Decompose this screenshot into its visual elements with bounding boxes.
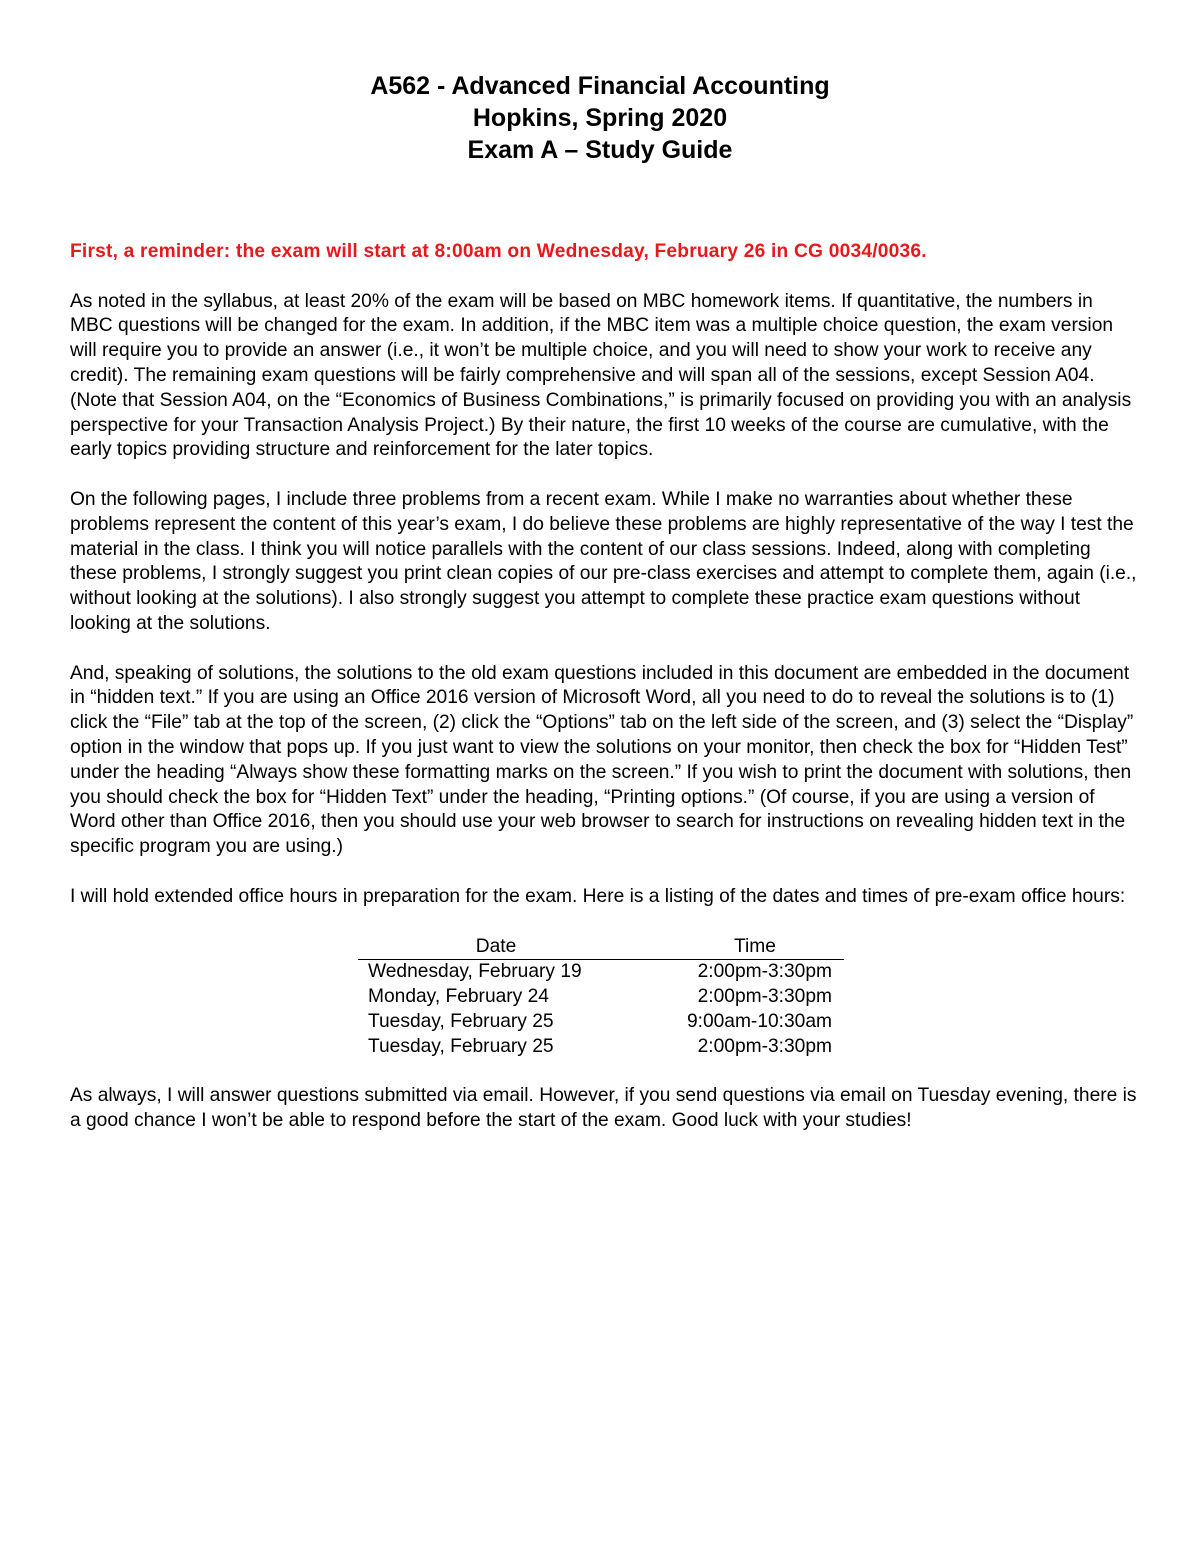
table-row <box>358 1010 844 1035</box>
date-cell: Tuesday, February 25 <box>368 1035 554 1057</box>
document-header <box>0 70 1200 166</box>
time-cell: 2:00pm-3:30pm <box>697 1035 832 1057</box>
date-column-header: Date <box>475 936 517 958</box>
course-title: A562 - Advanced Financial Accounting <box>370 72 830 100</box>
date-cell: Tuesday, February 25 <box>368 1010 554 1032</box>
practice-paragraph: On the following pages, I include three problems from a recent exam. While I make no warranties about whether these problems represent the content of this year’s exam, I do believe these problems are highly representative of the way I test the material in the class. I think you will notice parallels with the content of our class sessions. Indeed, along with completing these problems, I strongly suggest you print clean copies of our pre-class exercises and attempt to complete them, again (i.e., without looking at the solutions). I also strongly suggest you attempt to complete these practice exam questions without looking at the solutions. <box>70 488 1137 634</box>
table-row <box>358 1035 844 1060</box>
table-header-row <box>358 934 844 960</box>
exam-title: Exam A – Study Guide <box>467 136 733 164</box>
table-row <box>358 960 844 985</box>
office-hours-paragraph: I will hold extended office hours in preparation for the exam. Here is a listing of the dates and times of pre-exam office hours: <box>70 885 1126 907</box>
time-cell: 2:00pm-3:30pm <box>697 986 832 1008</box>
date-cell: Monday, February 24 <box>368 986 549 1008</box>
syllabus-paragraph: As noted in the syllabus, at least 20% of the exam will be based on MBC homework items. If quantitative, the numbers in MBC questions will be changed for the exam. In addition, if the MBC item was a multiple choice question, the exam version will require you to provide an answer (i.e., it won’t be multiple choice, and you will need to show your work to receive any credit). The remaining exam questions will be fairly comprehensive and will span all of the sessions, except Session A04. (Note that Session A04, on the “Economics of Business Combinations,” is primarily focused on providing you with an analysis perspective for your Transaction Analysis Project.) By their nature, the first 10 weeks of the course are cumulative, with the early topics providing structure and reinforcement for the later topics. <box>70 290 1132 461</box>
document-body <box>70 240 1140 1159</box>
course-term: Hopkins, Spring 2020 <box>472 104 728 132</box>
date-cell: Wednesday, February 19 <box>368 961 582 983</box>
office-hours-table <box>358 934 844 1059</box>
time-cell: 9:00am-10:30am <box>686 1010 832 1032</box>
time-column-header: Time <box>734 936 776 958</box>
solutions-paragraph: And, speaking of solutions, the solutions to the old exam questions included in this document are embedded in the document in “hidden text.” If you are using an Office 2016 version of Microsoft Word, all you need to do to reveal the solutions is to (1) click the “File” tab at the top of the screen, (2) click the “Options” tab on the left side of the screen, and (3) select the “Display” option in the window that pops up. If you just want to view the solutions on your monitor, then check the box for “Hidden Test” under the heading “Always show these formatting marks on the screen.” If you wish to print the document with solutions, then you should check the box for “Hidden Text” under the heading, “Printing options.” (Of course, if you are using a version of Word other than Office 2016, then you should use your web browser to search for instructions on revealing hidden text in the specific program you are using.) <box>70 662 1134 858</box>
exam-reminder: First, a reminder: the exam will start at 8:00am on Wednesday, February 26 in CG 0034/0036. <box>70 241 927 262</box>
time-cell: 2:00pm-3:30pm <box>697 961 832 983</box>
closing-paragraph: As always, I will answer questions submitted via email. However, if you send questions via email on Tuesday evening, there is a good chance I won’t be able to respond before the start of the exam. Good luck with your studies! <box>70 1085 1137 1132</box>
table-row <box>358 985 844 1010</box>
